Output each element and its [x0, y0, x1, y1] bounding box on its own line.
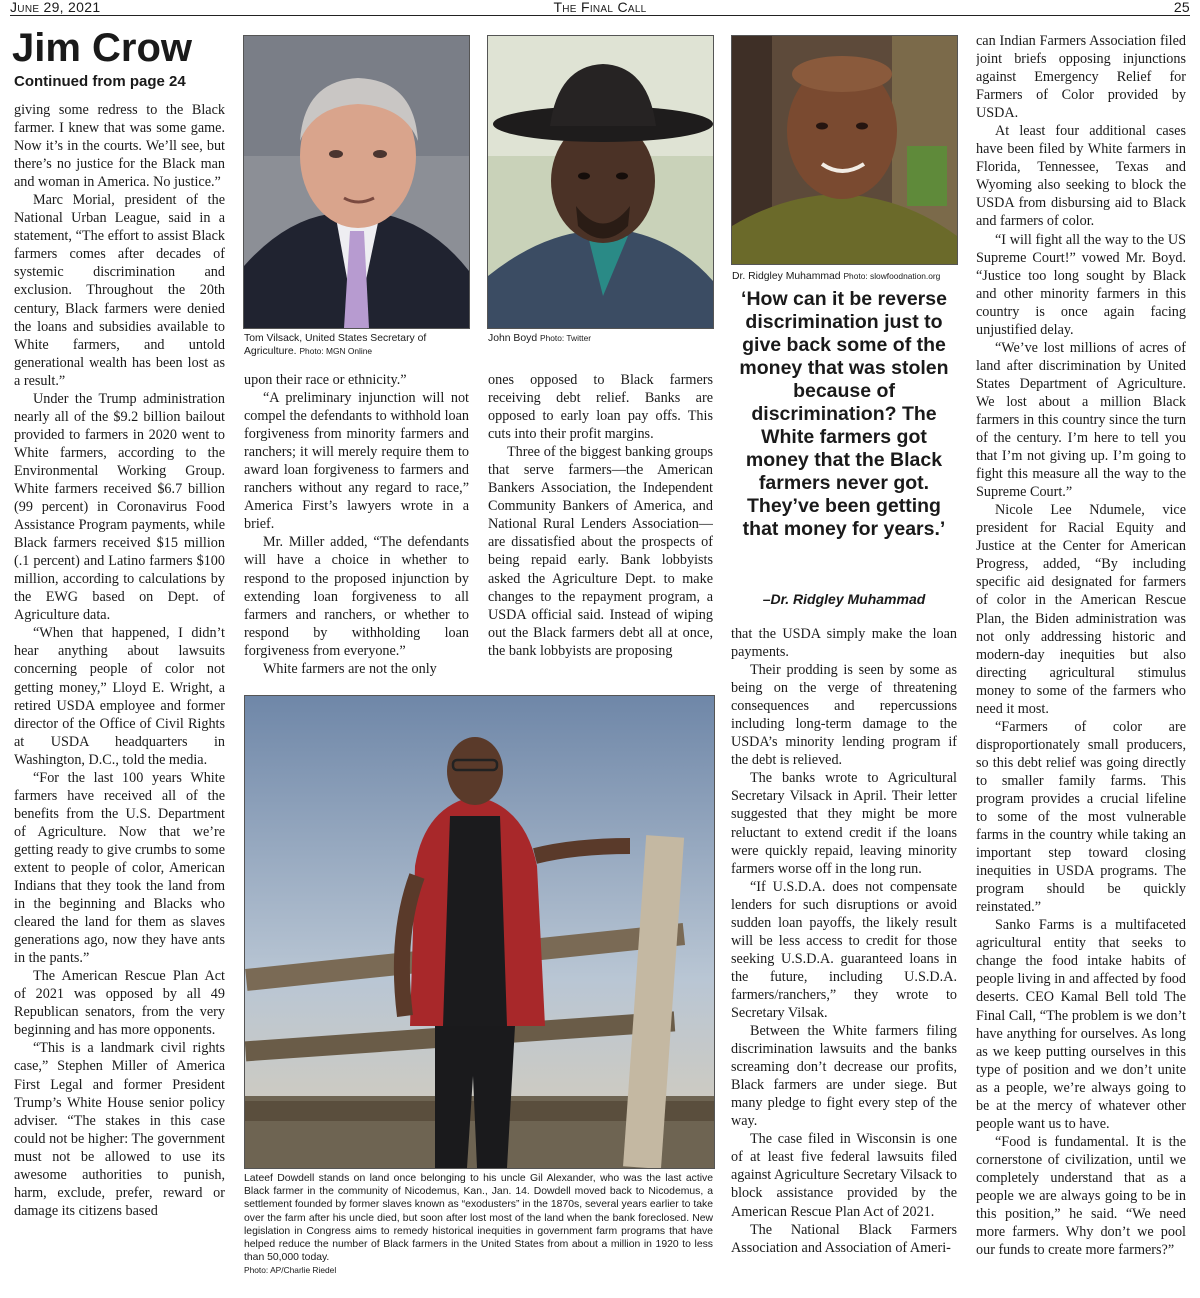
paragraph: Their prodding is seen by some as being on the verge of threatening consequences and repercussions including long-term damage to the USDA’s minority lending program if the debt is relieved.: [731, 662, 957, 769]
page-number: 25: [1173, 0, 1190, 15]
photo-john-boyd: [487, 35, 714, 329]
paragraph: The case filed in Wisconsin is one of at least five federal lawsuits filed against Agriculture Secretary Vilsack to block assistance provided by the American Rescue Plan Act of 2021.: [731, 1131, 957, 1220]
paragraph: Sanko Farms is a multifaceted agricultural entity that seeks to change the food intake habits of people living in and affected by food deserts. CEO Kamal Bell told The Final Call, “The problem is we don’t have anything for ourselves. As long as we keep putting ourselves in this type of position and we don’t unite as a people, we’re always going to be at the mercy of whatever other people want us to have.: [976, 917, 1186, 1132]
caption-john-boyd: [488, 332, 713, 345]
caption-tom-vilsack: [244, 332, 469, 358]
paragraph: Between the White farmers filing discrimination lawsuits and the banks screaming don’t decrease our profits, Black farmers are under siege. But many pledge to fight every step of the way.: [731, 1023, 957, 1130]
paragraph: The banks wrote to Agricultural Secretary Vilsack in April. Their letter suggested that they might be more reluctant to extend credit if the loans were quickly repaid, leaving minority farmers worse off in the long run.: [731, 770, 957, 877]
paragraph: The American Rescue Plan Act of 2021 was opposed by all 49 Republican senators, from the very beginning and has more opponents.: [14, 968, 225, 1039]
caption-text: John Boyd: [488, 333, 538, 344]
caption-ridgley-muhammad: [732, 270, 958, 283]
paragraph: “If U.S.D.A. does not compensate lenders for such disruptions or avoid sudden loan payoffs, the likely result will be less access to credit for those seeking U.S.D.A. guaranteed loans in the future, including U.S.D.A. farmers/ranchers,” they wrote to Secretary Vilsak.: [731, 878, 957, 1021]
caption-lateef-dowdell: [244, 1172, 713, 1278]
paragraph: Marc Morial, president of the National Urban League, said in a statement, “The effort to assist Black farmers comes after decades of systemic discrimination and exclusion. Throughout the 20th century, Black farmers were denied the loans and subsidies available to White farmers, and untold generational wealth has been lost as a result.”: [14, 192, 225, 389]
photo-tom-vilsack: [243, 35, 470, 329]
caption-text: Dr. Ridgley Muhammad: [732, 271, 841, 282]
paragraph: “Food is fundamental. It is the cornerstone of civilization, until we completely understand that as a people we are always going to be in this position,” he said. “We need more farmers. Why don’t we pool our funds to create more farmers?”: [976, 1133, 1186, 1259]
photo-credit: Photo: Twitter: [540, 333, 592, 343]
continued-from-note: Continued from page 24: [14, 73, 186, 90]
paragraph: “A preliminary injunction will not compel the defendants to withhold loan forgiveness from minority farmers and ranchers; it will merely require them to award loan forgiveness to farmers and ranchers without any regard to race,” America First’s lawyers wrote in a brief.: [244, 390, 469, 533]
paragraph: upon their race or ethnicity.”: [244, 372, 407, 388]
paragraph: ones opposed to Black farmers receiving debt relief. Banks are opposed to early loan pay offs. This cuts into their profit margins.: [488, 372, 713, 443]
photo-credit: Photo: slowfoodnation.org: [843, 271, 941, 281]
article-column-4: [731, 625, 957, 1293]
caption-text: Lateef Dowdell stands on land once belonging to his uncle Gil Alexander, who was the last active Black farmer in the community of Nicodemus, Kan., Jan. 14. Dowdell moved back to Nicodemus, a settlement founded by former slaves known as “exodusters” in the 1870s, several years earlier to take over the farm after his uncle died, but soon after lost most of the land when the bank foreclosed. New legislation in Congress aims to remedy historical inequities in government farm programs that have helped reduce the number of Black farmers in the United States from about a million in 1920 to less than 50,000 today.: [244, 1173, 713, 1264]
portrait-illustration: [244, 36, 469, 328]
photo-credit: Photo: AP/Charlie Riedel: [244, 1265, 337, 1276]
publication-name: The Final Call: [553, 0, 647, 15]
paragraph: “Farmers of color are disproportionately small producers, so this debt relief was going directly to smaller family farms. This program provides a crucial lifeline to some of the most vulnerable farms in the country while taking an important step toward closing inequities in USDA programs. The program should be quickly reinstated.”: [976, 718, 1186, 916]
paragraph: Nicole Lee Ndumele, vice president for Racial Equity and Justice at the Center for American Progress, added, “By including specific aid designated for farmers of color in the American Rescue Plan, the Biden administration was not only addressing historic and modern-day inequities but also directing agricultural stimulus money to some of the farmers who need it most.: [976, 502, 1186, 717]
photo-lateef-dowdell: [244, 695, 715, 1169]
page-header: [10, 0, 1190, 16]
paragraph: The National Black Farmers Association and Association of Ameri-: [731, 1221, 957, 1256]
paragraph: At least four additional cases have been filed by White farmers in Florida, Tennessee, Texas and Wyoming also seeking to block the USDA from disbursing aid to Black and farmers of color.: [976, 123, 1186, 230]
farm-photo-illustration: [245, 696, 714, 1168]
article-column-1: [14, 101, 225, 1293]
article-headline: Jim Crow: [12, 26, 193, 70]
paragraph: can Indian Farmers Association filed joint briefs opposing injunctions against Emergency Relief for Farmers of Color provided by USDA.: [976, 33, 1186, 122]
portrait-illustration: [488, 36, 713, 328]
paragraph: Three of the biggest banking groups that serve farmers—the American Bankers Association, the Independent Community Bankers of America, and National Rural Lenders Association—are dissatisfied about the prospects of being repaid early. Bank lobbyists asked the Agriculture Dept. to make changes to the repayment program, a USDA official said. Instead of wiping out the Black farmers debt all at once, the bank lobbyists are proposing: [488, 444, 713, 659]
pull-quote: ‘How can it be reverse discrimination just to give back some of the money that was stolen because of discrimination? The White farmers got money that the Black farmers never got. They’ve been getting that money for years.’: [739, 288, 949, 540]
paragraph: White farmers are not the only: [263, 660, 437, 677]
paragraph: giving some redress to the Black farmer. I knew that was some game. Now it’s in the courts. We’ll see, but there’s no justice for the Black man and woman in America. No justice.”: [14, 102, 225, 191]
article-column-5: [976, 32, 1186, 1294]
portrait-illustration: [732, 36, 957, 264]
photo-credit: Photo: MGN Online: [299, 346, 373, 357]
paragraph: Under the Trump administration nearly all of the $9.2 billion bailout provided to farmers in 2020 went to White farmers, according to the Environmental Working Group. White farmers received $6.7 billion (99 percent) in Coronavirus Food Assistance Program payments, while Black farmers received $15 million (.1 percent) and Latino farmers $100 million, according to calculations by the EWG based on Dept. of Agriculture data.: [14, 390, 225, 624]
paragraph: “This is a landmark civil rights case,” Stephen Miller of America First Legal and former President Trump’s White House senior policy adviser. “The stakes in this case could not be higher: The government must not be allowed to use its awesome authorities to punish, harm, exclude, prefer, reward or damage its citizens based: [14, 1040, 225, 1219]
paragraph: “When that happened, I didn’t hear anything about lawsuits concerning people of color not getting money,” Lloyd E. Wright, a retired USDA employee and former director of the Office of Civil Rights at USDA headquarters in Washington, D.C., told the media.: [14, 625, 225, 768]
paragraph: “I will fight all the way to the US Supreme Court!” vowed Mr. Boyd. “Justice too long sought by Black and other minority farmers in this country is once again facing unjustified delay.: [976, 231, 1186, 338]
paragraph: “We’ve lost millions of acres of land after discrimination by United States Department of Agriculture. We lost about a million Black farmers in this country since the turn of the century. I’m here to tell you that I’m not giving up. I’m going to fight this measure all the way to the Supreme Court.”: [976, 339, 1186, 501]
caption-text: Tom Vilsack, United States Secretary of Agriculture.: [244, 333, 427, 358]
paragraph: that the USDA simply make the loan payments.: [731, 626, 957, 661]
article-column-2: [244, 371, 469, 681]
photo-ridgley-muhammad: [731, 35, 958, 265]
paragraph: “For the last 100 years White farmers have received all of the benefits from the U.S. Department of Agriculture. Now that we’re getting ready to give crumbs to some extent to people of color, American Indians that they took the land from in the beginning and Blacks who cleared the land for them as slaves generations ago, now they have ants in the pants.”: [14, 769, 225, 967]
pull-quote-attribution: –Dr. Ridgley Muhammad: [762, 591, 926, 607]
paragraph: Mr. Miller added, “The defendants will have a choice in whether to respond to the proposed injunction by extending loan forgiveness to all farmers and ranchers, or whether to respond by withholding loan forgiveness from everyone.”: [244, 534, 469, 659]
article-column-3: [488, 371, 713, 681]
issue-date: June 29, 2021: [10, 0, 101, 15]
